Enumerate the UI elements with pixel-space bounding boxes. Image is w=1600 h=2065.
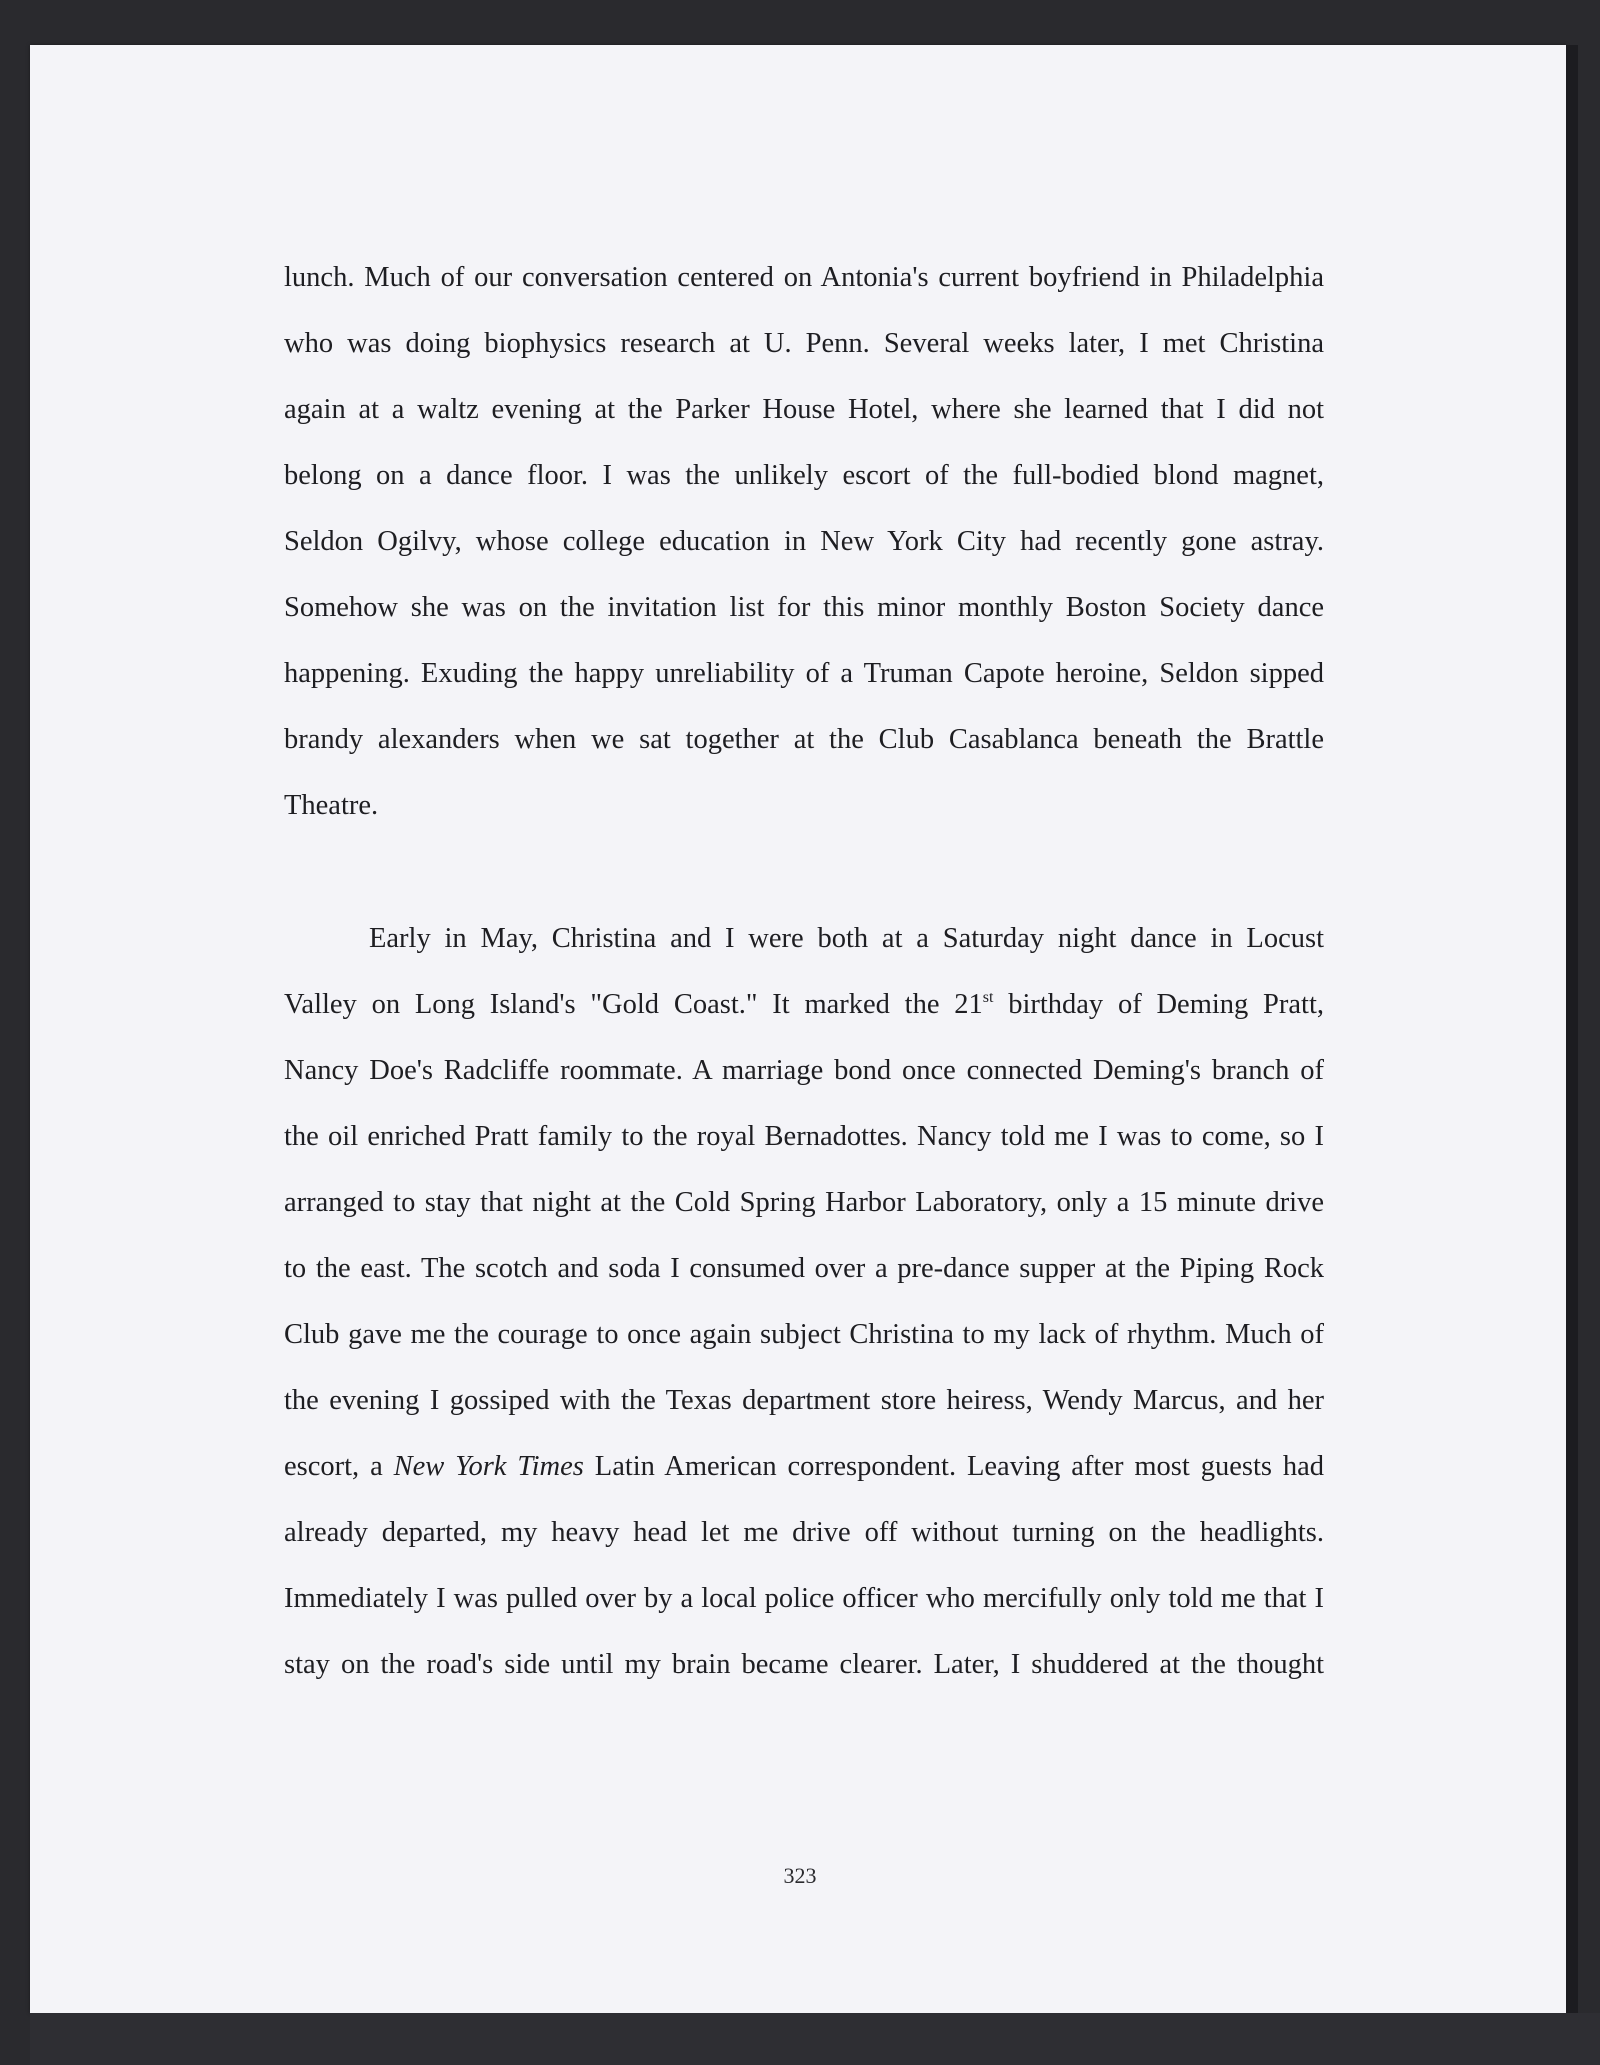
paragraph-1-line-2: who was doing biophysics research at U. Penn. Several weeks later, I met Christina [284,328,1324,359]
ordinal-superscript: st [982,989,994,1006]
paragraph-1-line-8: brandy alexanders when we sat together at the Club Casablanca beneath the Brattle [284,724,1324,755]
paragraph-2-line-7: Club gave me the courage to once again subject Christina to my lack of rhythm. Much of [284,1319,1324,1350]
page-bottom-edge [30,2013,1600,2065]
paragraph-2-line-3: Nancy Doe's Radcliffe roommate. A marriage bond once connected Deming's branch of [284,1055,1324,1086]
paragraph-2-line-2-end: birthday of Deming Pratt, [993,989,1324,1020]
paragraph-2-line-9-end: Latin American correspondent. Leaving after most guests had [583,1451,1325,1482]
page-number: 323 [783,1863,817,1888]
paragraph-2-line-9 [284,1447,1324,1487]
paragraph-2-line-2-start: Valley on Long Island's "Gold Coast." It marked the 21 [284,989,983,1020]
paragraph-1-line-9: Theatre. [284,790,379,821]
paragraph-2-line-8: the evening I gossiped with the Texas department store heiress, Wendy Marcus, and her [284,1385,1324,1416]
paragraph-1-line-5: Seldon Ogilvy, whose college education in New York City had recently gone astray. [284,526,1324,557]
paragraph-2-line-11: Immediately I was pulled over by a local police officer who mercifully only told me that I [284,1583,1324,1614]
paragraph-1-line-4: belong on a dance floor. I was the unlikely escort of the full-bodied blond magnet, [284,460,1324,491]
paragraph-2-line-1: Early in May, Christina and I were both at a Saturday night dance in Locust [369,923,1324,954]
paragraph-1-line-1: lunch. Much of our conversation centered on Antonia's current boyfriend in Philadelphia [284,262,1324,293]
paragraph-1-line-6: Somehow she was on the invitation list for this minor monthly Boston Society dance [284,592,1324,623]
paragraph-2-line-2 [284,985,1324,1025]
newspaper-title: New York Times [393,1451,584,1482]
paragraph-2-line-4: the oil enriched Pratt family to the royal Bernadottes. Nancy told me I was to come, so I [284,1121,1324,1152]
paragraph-2-line-9-start: escort, a [284,1451,394,1482]
paragraph-2-line-6: to the east. The scotch and soda I consumed over a pre-dance supper at the Piping Rock [284,1253,1324,1284]
paragraph-1-line-7: happening. Exuding the happy unreliability of a Truman Capote heroine, Seldon sipped [284,658,1324,689]
paragraph-2-line-12: stay on the road's side until my brain became clearer. Later, I shuddered at the thought [284,1649,1324,1680]
paragraph-1-line-3: again at a waltz evening at the Parker House Hotel, where she learned that I did not [284,394,1324,425]
page-right-edge [1566,45,1578,2013]
paragraph-2-line-5: arranged to stay that night at the Cold Spring Harbor Laboratory, only a 15 minute drive [284,1187,1324,1218]
paragraph-2-line-10: already departed, my heavy head let me drive off without turning on the headlights. [284,1517,1324,1548]
